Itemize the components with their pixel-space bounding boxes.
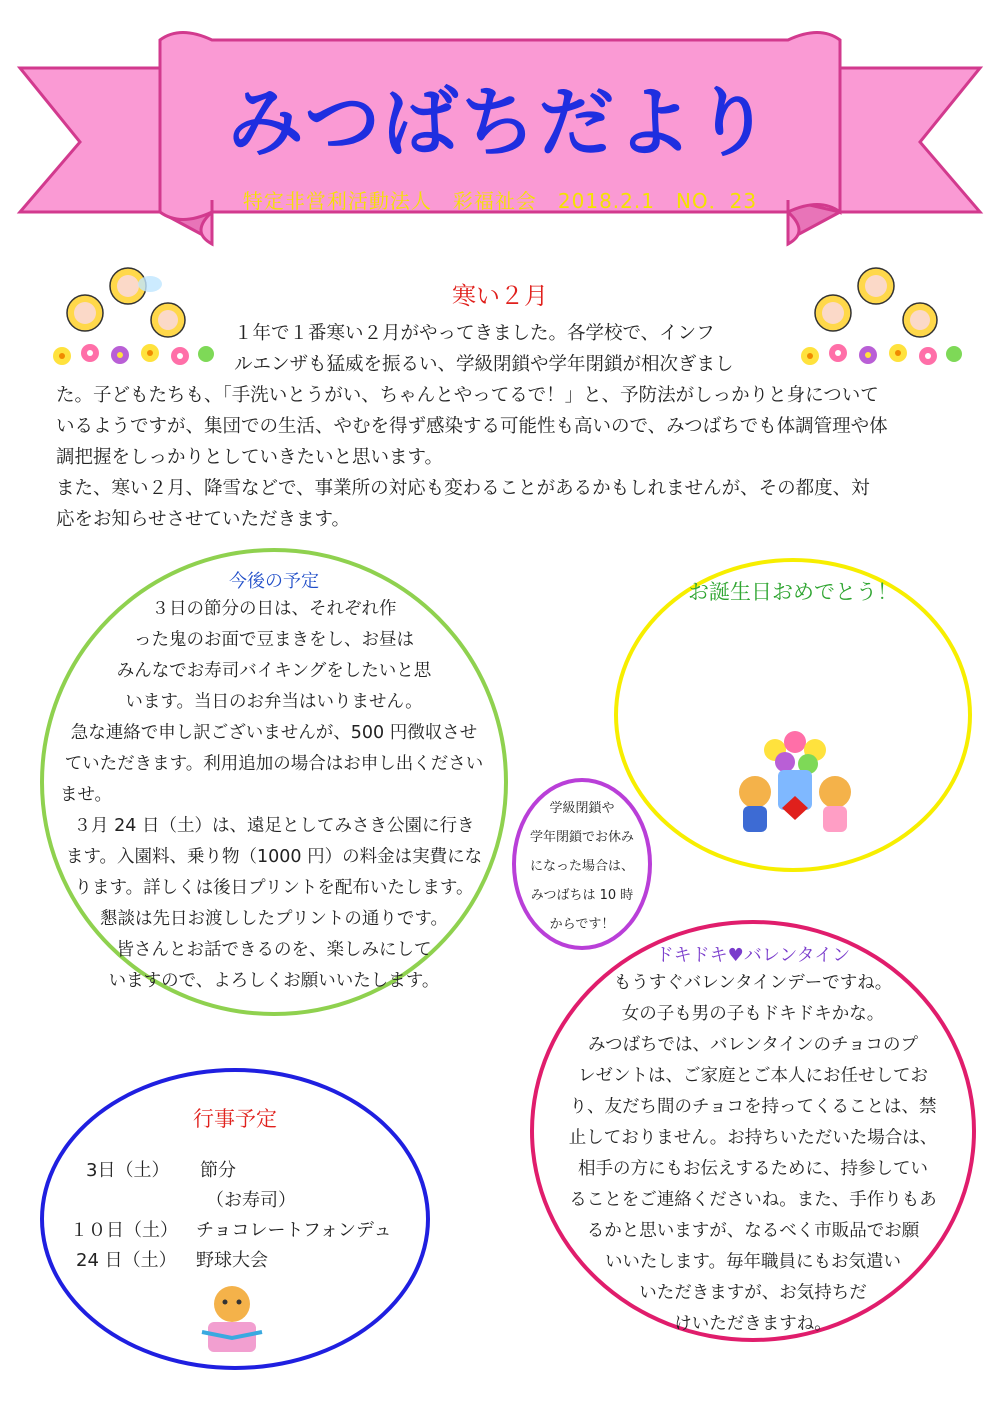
valentine-line: 止しておりません。お持ちいただいた場合は、	[568, 1128, 938, 1148]
schedule-line: います。当日のお弁当はいりません。	[125, 692, 423, 712]
page-title: みつばちだより	[227, 78, 773, 167]
schedule-line: った鬼のお面で豆まきをし、お昼は	[134, 630, 414, 650]
event-name: 野球大会	[196, 1250, 268, 1271]
event-name: （お寿司）	[206, 1190, 296, 1211]
valentine-line: 相手の方にもお伝えするために、持参してい	[578, 1159, 928, 1179]
notice-line: になった場合は、	[529, 859, 634, 874]
schedule-line: ます。入園料、乗り物（1000 円）の料金は実費にな	[65, 847, 483, 867]
schedule-line: ていただきます。利用追加の場合はお申し出ください	[64, 754, 484, 774]
notice-line: みつばちは 10 時	[530, 888, 634, 903]
schedule-heading: 今後の予定	[229, 571, 319, 592]
schedule-line: ３月 24 日（土）は、遠足としてみさき公園に行き	[73, 816, 475, 836]
issue-info: 特定非営利活動法人 彩福祉会 2018.2.1 NO．23	[242, 189, 758, 213]
valentine-line: いいたします。毎年職員にもお気遣い	[604, 1252, 902, 1272]
valentine-line: 女の子も男の子もドキドキかな。	[621, 1004, 885, 1024]
valentine-line: けいただきますね。	[674, 1314, 832, 1334]
bee-flower-illustration-right	[798, 258, 968, 370]
intro-line: １年で１番寒い２月がやってきました。各学校で、インフ	[234, 323, 715, 344]
valentine-line: みつばちでは、バレンタインのチョコのプ	[588, 1035, 918, 1055]
intro-line: 調把握をしっかりとしていきたいと思います。	[56, 447, 444, 468]
valentine-line: もうすぐバレンタインデーですね。	[613, 973, 893, 993]
intro-heading: 寒い２月	[452, 282, 548, 310]
schedule-line: 皆さんとお話できるのを、楽しみにして	[116, 940, 432, 960]
notice-line: 学年閉鎖でお休み	[529, 830, 634, 845]
event-name: 節分	[200, 1160, 236, 1181]
intro-line: ルエンザも猛威を振るい、学級閉鎖や学年閉鎖が相次ぎまし	[234, 354, 734, 375]
intro-line: 応をお知らせさせていただきます。	[56, 509, 350, 530]
notice-line: からです！	[549, 917, 615, 932]
birthday-heading: お誕生日おめでとう！	[688, 580, 898, 604]
valentine-line: るかと思いますが、なるべく市販品でお願	[586, 1221, 920, 1241]
schedule-line: 急な連絡で申し訳ございませんが、500 円徴収させ	[70, 723, 478, 743]
valentine-line: レゼントは、ご家庭とご本人にお任せしてお	[578, 1066, 928, 1086]
flower-icon	[801, 344, 962, 365]
bee-flower-illustration-left	[50, 258, 220, 370]
event-date: １０日（土）	[70, 1220, 178, 1241]
schedule-line: いますので、よろしくお願いいたします。	[108, 971, 440, 991]
intro-line: た。子どもたちも、「手洗いとうがい、ちゃんとやってるで！」と、予防法がしっかりと身について	[56, 385, 879, 406]
notice-line: 学級閉鎖や	[549, 801, 615, 816]
schedule-line: みんなでお寿司バイキングをしたいと思	[116, 661, 432, 681]
cat-bouquet-illustration	[730, 730, 860, 840]
intro-line: いるようですが、集団での生活、やむを得ず感染する可能性も高いので、みつばちでも体調管理や体	[56, 416, 888, 437]
valentine-line: いただきますが、お気持ちだ	[639, 1283, 867, 1303]
schedule-line: ります。詳しくは後日プリントを配布いたします。	[74, 878, 474, 898]
schedule-line: ませ。	[60, 785, 112, 805]
event-date: 3日（土）	[86, 1160, 170, 1181]
event-date: 24 日（土）	[76, 1250, 177, 1271]
valentine-line: ることをご連絡くださいね。また、手作りもあ	[569, 1190, 937, 1210]
valentine-line: り、友だち間のチョコを持ってくることは、禁	[569, 1097, 937, 1117]
bouquet-icon	[764, 731, 826, 820]
schedule-line: ３日の節分の日は、それぞれ作	[151, 599, 397, 619]
tiger-icon	[202, 1286, 262, 1352]
events-heading: 行事予定	[193, 1107, 277, 1131]
tiger-gift-illustration	[192, 1280, 272, 1358]
schedule-line: 懇談は先日お渡ししたプリントの通りです。	[100, 909, 448, 929]
event-name: チョコレートフォンデュ	[196, 1220, 392, 1241]
flower-icon	[53, 344, 214, 365]
intro-line: また、寒い２月、降雪などで、事業所の対応も変わることがあるかもしれませんが、その都度、対	[56, 478, 870, 499]
valentine-heading: ドキドキ♥バレンタイン	[655, 945, 851, 966]
